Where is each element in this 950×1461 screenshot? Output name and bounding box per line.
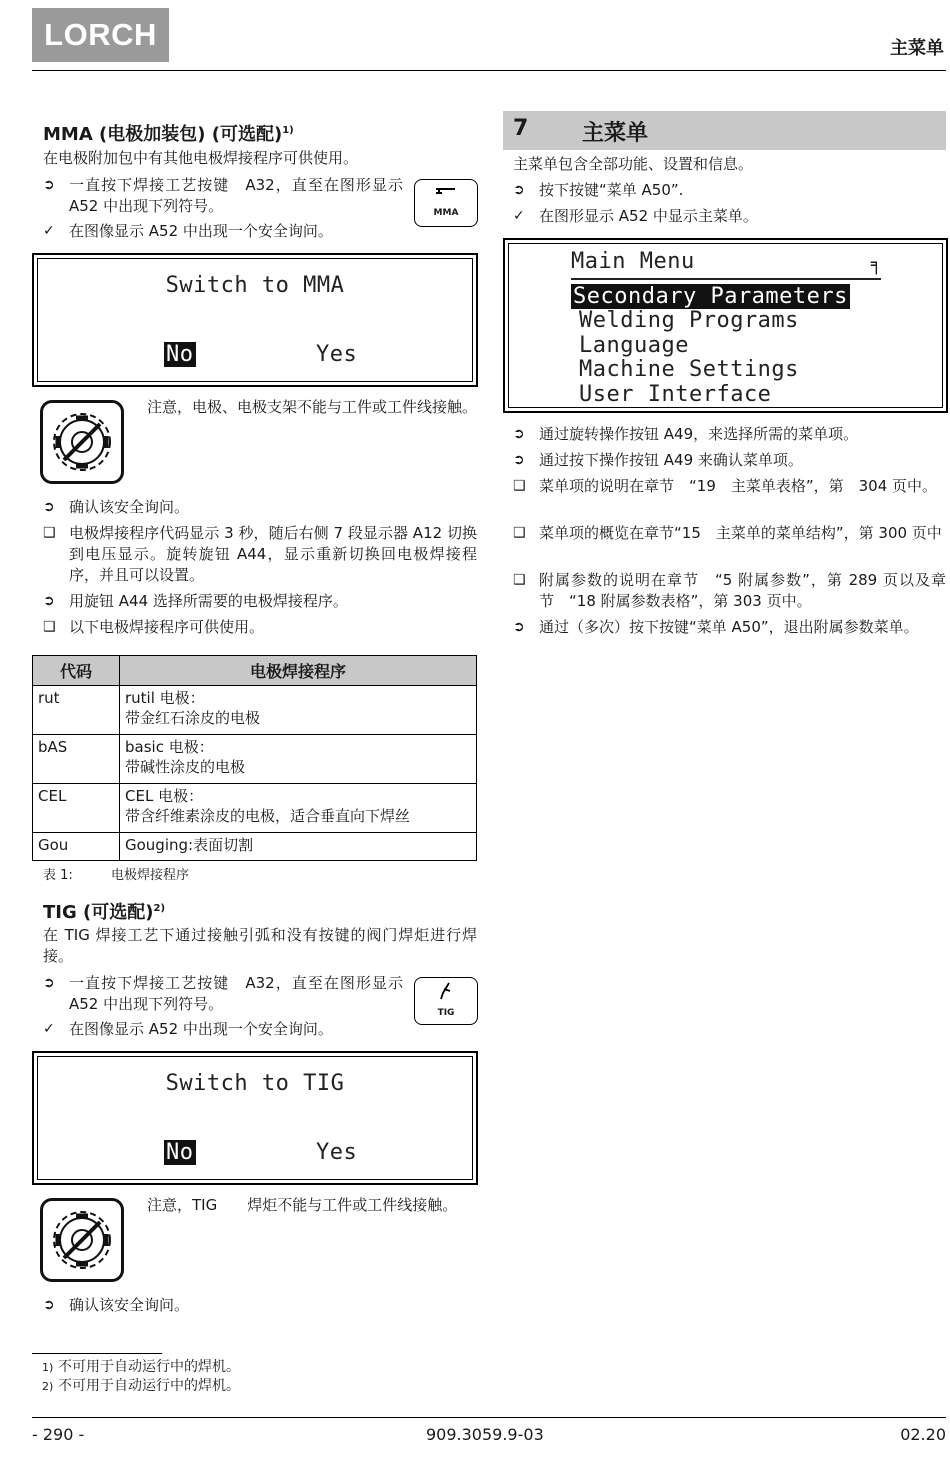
arrow-marker-icon: ➲ — [43, 1297, 55, 1313]
tig-lcd-no-text: No — [166, 1140, 194, 1165]
footnote-mark: 2) — [42, 1380, 54, 1393]
mma-check-1 — [43, 221, 423, 242]
footnote-text: 不可用于自动运行中的焊机。 — [58, 1359, 240, 1375]
table-row — [33, 784, 477, 833]
tig-key-label: TIG — [437, 1008, 455, 1018]
footnote-2 — [32, 1377, 240, 1396]
section-number: 7 — [513, 116, 529, 141]
tig-step-2 — [43, 1295, 477, 1316]
mma-lcd-yes: Yes — [316, 342, 358, 367]
table-cell-code: Gou — [33, 833, 120, 861]
menu-item-secondary-parameters[interactable] — [571, 284, 850, 309]
section-step-4 — [513, 617, 946, 638]
table-cell-code: CEL — [33, 784, 120, 833]
arrow-marker-icon: ➲ — [513, 426, 525, 442]
section-info-2 — [513, 523, 946, 544]
mma-intro: 在电极附加包中有其他电极焊接程序可供使用。 — [43, 149, 359, 167]
table-cell-program — [120, 784, 477, 833]
tig-check-1-text: 在图像显示 A52 中出现一个安全询问。 — [69, 1020, 333, 1038]
menu-item-label: Secondary Parameters — [573, 284, 848, 309]
table-cell-code: bAS — [33, 735, 120, 784]
lorch-logo: LORCH — [32, 8, 169, 62]
menu-item-language[interactable]: Language — [579, 333, 689, 358]
mma-lcd-title: Switch to MMA — [165, 273, 345, 298]
section-step-1-text: 按下按键“菜单 A50”. — [539, 181, 684, 199]
check-marker-icon: ✓ — [43, 223, 55, 239]
tig-process-key — [414, 977, 478, 1025]
arrow-marker-icon: ➲ — [513, 452, 525, 468]
mma-heading-text: MMA (电极加装包) (可选配) — [43, 124, 283, 145]
box-marker-icon: ❑ — [43, 619, 56, 635]
mma-step-1-text: 一直按下焊接工艺按键 A32，直至在图形显示 A52 中出现下列符号。 — [69, 176, 403, 215]
mma-note: 注意，电极、电极支架不能与工件或工件线接触。 — [147, 398, 478, 416]
section-intro: 主菜单包含全部功能、设置和信息。 — [513, 155, 754, 173]
table-cell-program — [120, 735, 477, 784]
mma-step-2 — [43, 497, 477, 518]
main-menu-title: Main Menu — [571, 249, 695, 274]
mma-heading — [43, 119, 294, 147]
table-caption-number: 表 1: — [43, 868, 73, 883]
document-number: 909.3059.9-03 — [426, 1425, 544, 1444]
mma-key-label: MMA — [433, 208, 459, 218]
section-step-3-text: 通过按下操作按钮 A49 来确认菜单项。 — [539, 451, 803, 469]
arrow-marker-icon: ➲ — [43, 177, 55, 193]
footnote-text: 不可用于自动运行中的焊机。 — [58, 1378, 240, 1394]
footnote-1 — [32, 1358, 240, 1377]
main-menu-underline — [571, 278, 881, 280]
section-step-4-text: 通过（多次）按下按键“菜单 A50”，退出附属参数菜单。 — [539, 618, 919, 636]
section-check-1-text: 在图形显示 A52 中显示主菜单。 — [539, 207, 758, 225]
table-cell-code: rut — [33, 686, 120, 735]
mma-step-3-text: 用旋钮 A44 选择所需要的电极焊接程序。 — [69, 592, 348, 610]
program-line-1: basic 电极： — [125, 738, 214, 756]
main-menu-lcd — [503, 238, 948, 413]
program-line-2: 带金红石涂皮的电极 — [125, 709, 261, 727]
arrow-marker-icon: ➲ — [43, 975, 55, 991]
tig-heading-text: TIG (可选配) — [43, 902, 154, 923]
footnote-divider — [32, 1353, 162, 1354]
gear-icon — [40, 400, 124, 484]
page-number: - 290 - — [32, 1425, 85, 1444]
mma-lcd-no — [164, 342, 196, 367]
program-line-2: 带含纤维素涂皮的电极，适合垂直向下焊丝 — [125, 807, 411, 825]
table-header-code: 代码 — [33, 656, 120, 686]
program-line-1: rutil 电极： — [125, 689, 205, 707]
table-row — [33, 735, 477, 784]
mma-step-3 — [43, 591, 477, 612]
mma-info-1-text: 电极焊接程序代码显示 3 秒，随后右侧 7 段显示器 A12 切换到电压显示。旋转旋钮 A44，显示重新切换回电极焊接程序，并且可以设置。 — [69, 524, 477, 584]
tig-intro: 在 TIG 焊接工艺下通过接触引弧和没有按键的阀门焊炬进行焊接。 — [43, 926, 477, 965]
table-row — [33, 686, 477, 735]
tig-check-1 — [43, 1019, 423, 1040]
arrow-marker-icon: ➲ — [513, 619, 525, 635]
section-info-1 — [513, 476, 946, 497]
table-cell-program: Gouging:表面切割 — [120, 833, 477, 861]
section-info-3 — [513, 570, 946, 612]
tig-step-2-text: 确认该安全询问。 — [69, 1296, 190, 1314]
menu-item-welding-programs[interactable]: Welding Programs — [579, 308, 799, 333]
box-marker-icon: ❑ — [513, 572, 526, 588]
section-step-2 — [513, 424, 946, 445]
check-marker-icon: ✓ — [43, 1021, 55, 1037]
section-title: 主菜单 — [582, 121, 649, 146]
program-line-2: 带碱性涂皮的电极 — [125, 758, 246, 776]
box-marker-icon: ❑ — [513, 525, 526, 541]
scroll-marker-icon: ╕ — [871, 254, 882, 275]
mma-lcd-no-text: No — [166, 342, 194, 367]
mma-heading-footnote-ref: 1) — [282, 125, 294, 136]
electrode-holder-icon — [415, 183, 477, 208]
electrode-program-table — [32, 655, 477, 861]
mma-step-1 — [43, 175, 403, 217]
menu-item-user-interface[interactable]: User Interface — [579, 382, 772, 407]
tig-torch-icon — [415, 981, 477, 1008]
mma-process-key — [414, 179, 478, 227]
box-marker-icon: ❑ — [43, 525, 56, 541]
section-info-3-text: 附属参数的说明在章节 “5 附属参数”，第 289 页以及章节 “18 附属参数表格”，第 303 页中。 — [539, 571, 946, 610]
tig-heading-footnote-ref: 2) — [153, 903, 166, 914]
table-cell-program — [120, 686, 477, 735]
tig-step-1-text: 一直按下焊接工艺按键 A32，直至在图形显示 A52 中出现下列符号。 — [69, 974, 403, 1013]
tig-step-1 — [43, 973, 403, 1015]
arrow-marker-icon: ➲ — [43, 593, 55, 609]
arrow-marker-icon: ➲ — [43, 499, 55, 515]
tig-lcd-no — [164, 1140, 196, 1165]
header-divider — [32, 70, 946, 71]
table-caption-text: 电极焊接程序 — [111, 868, 190, 883]
section-info-2-text: 菜单项的概览在章节“15 主菜单的菜单结构”，第 300 页中 — [539, 524, 942, 542]
mma-info-2 — [43, 617, 477, 638]
document-date: 02.20 — [900, 1425, 946, 1444]
mma-info-1 — [43, 523, 477, 586]
footer-divider — [32, 1417, 946, 1418]
mma-step-2-text: 确认该安全询问。 — [69, 498, 190, 516]
section-check-1 — [513, 206, 946, 227]
tig-lcd-display — [32, 1051, 478, 1185]
tig-lcd-title: Switch to TIG — [165, 1071, 345, 1096]
section-step-2-text: 通过旋转操作按钮 A49，来选择所需的菜单项。 — [539, 425, 859, 443]
section-heading-bar — [503, 111, 946, 150]
table-row — [33, 833, 477, 861]
table-header-program: 电极焊接程序 — [120, 656, 477, 686]
program-line-1: CEL 电极： — [125, 787, 204, 805]
menu-item-machine-settings[interactable]: Machine Settings — [579, 357, 799, 382]
page-header-title: 主菜单 — [890, 38, 944, 59]
section-info-1-text: 菜单项的说明在章节 “19 主菜单表格”，第 304 页中。 — [539, 477, 938, 495]
tig-heading — [43, 897, 165, 925]
tig-note: 注意，TIG 焊炬不能与工件或工件线接触。 — [147, 1196, 458, 1214]
footnote-mark: 1) — [42, 1361, 54, 1374]
check-marker-icon: ✓ — [513, 208, 525, 224]
tig-lcd-yes: Yes — [316, 1140, 358, 1165]
mma-info-2-text: 以下电极焊接程序可供使用。 — [69, 618, 265, 636]
box-marker-icon: ❑ — [513, 478, 526, 494]
mma-check-1-text: 在图像显示 A52 中出现一个安全询问。 — [69, 222, 333, 240]
mma-lcd-display — [32, 253, 478, 387]
arrow-marker-icon: ➲ — [513, 182, 525, 198]
gear-icon — [40, 1198, 124, 1282]
section-step-3 — [513, 450, 946, 471]
section-step-1 — [513, 180, 946, 201]
